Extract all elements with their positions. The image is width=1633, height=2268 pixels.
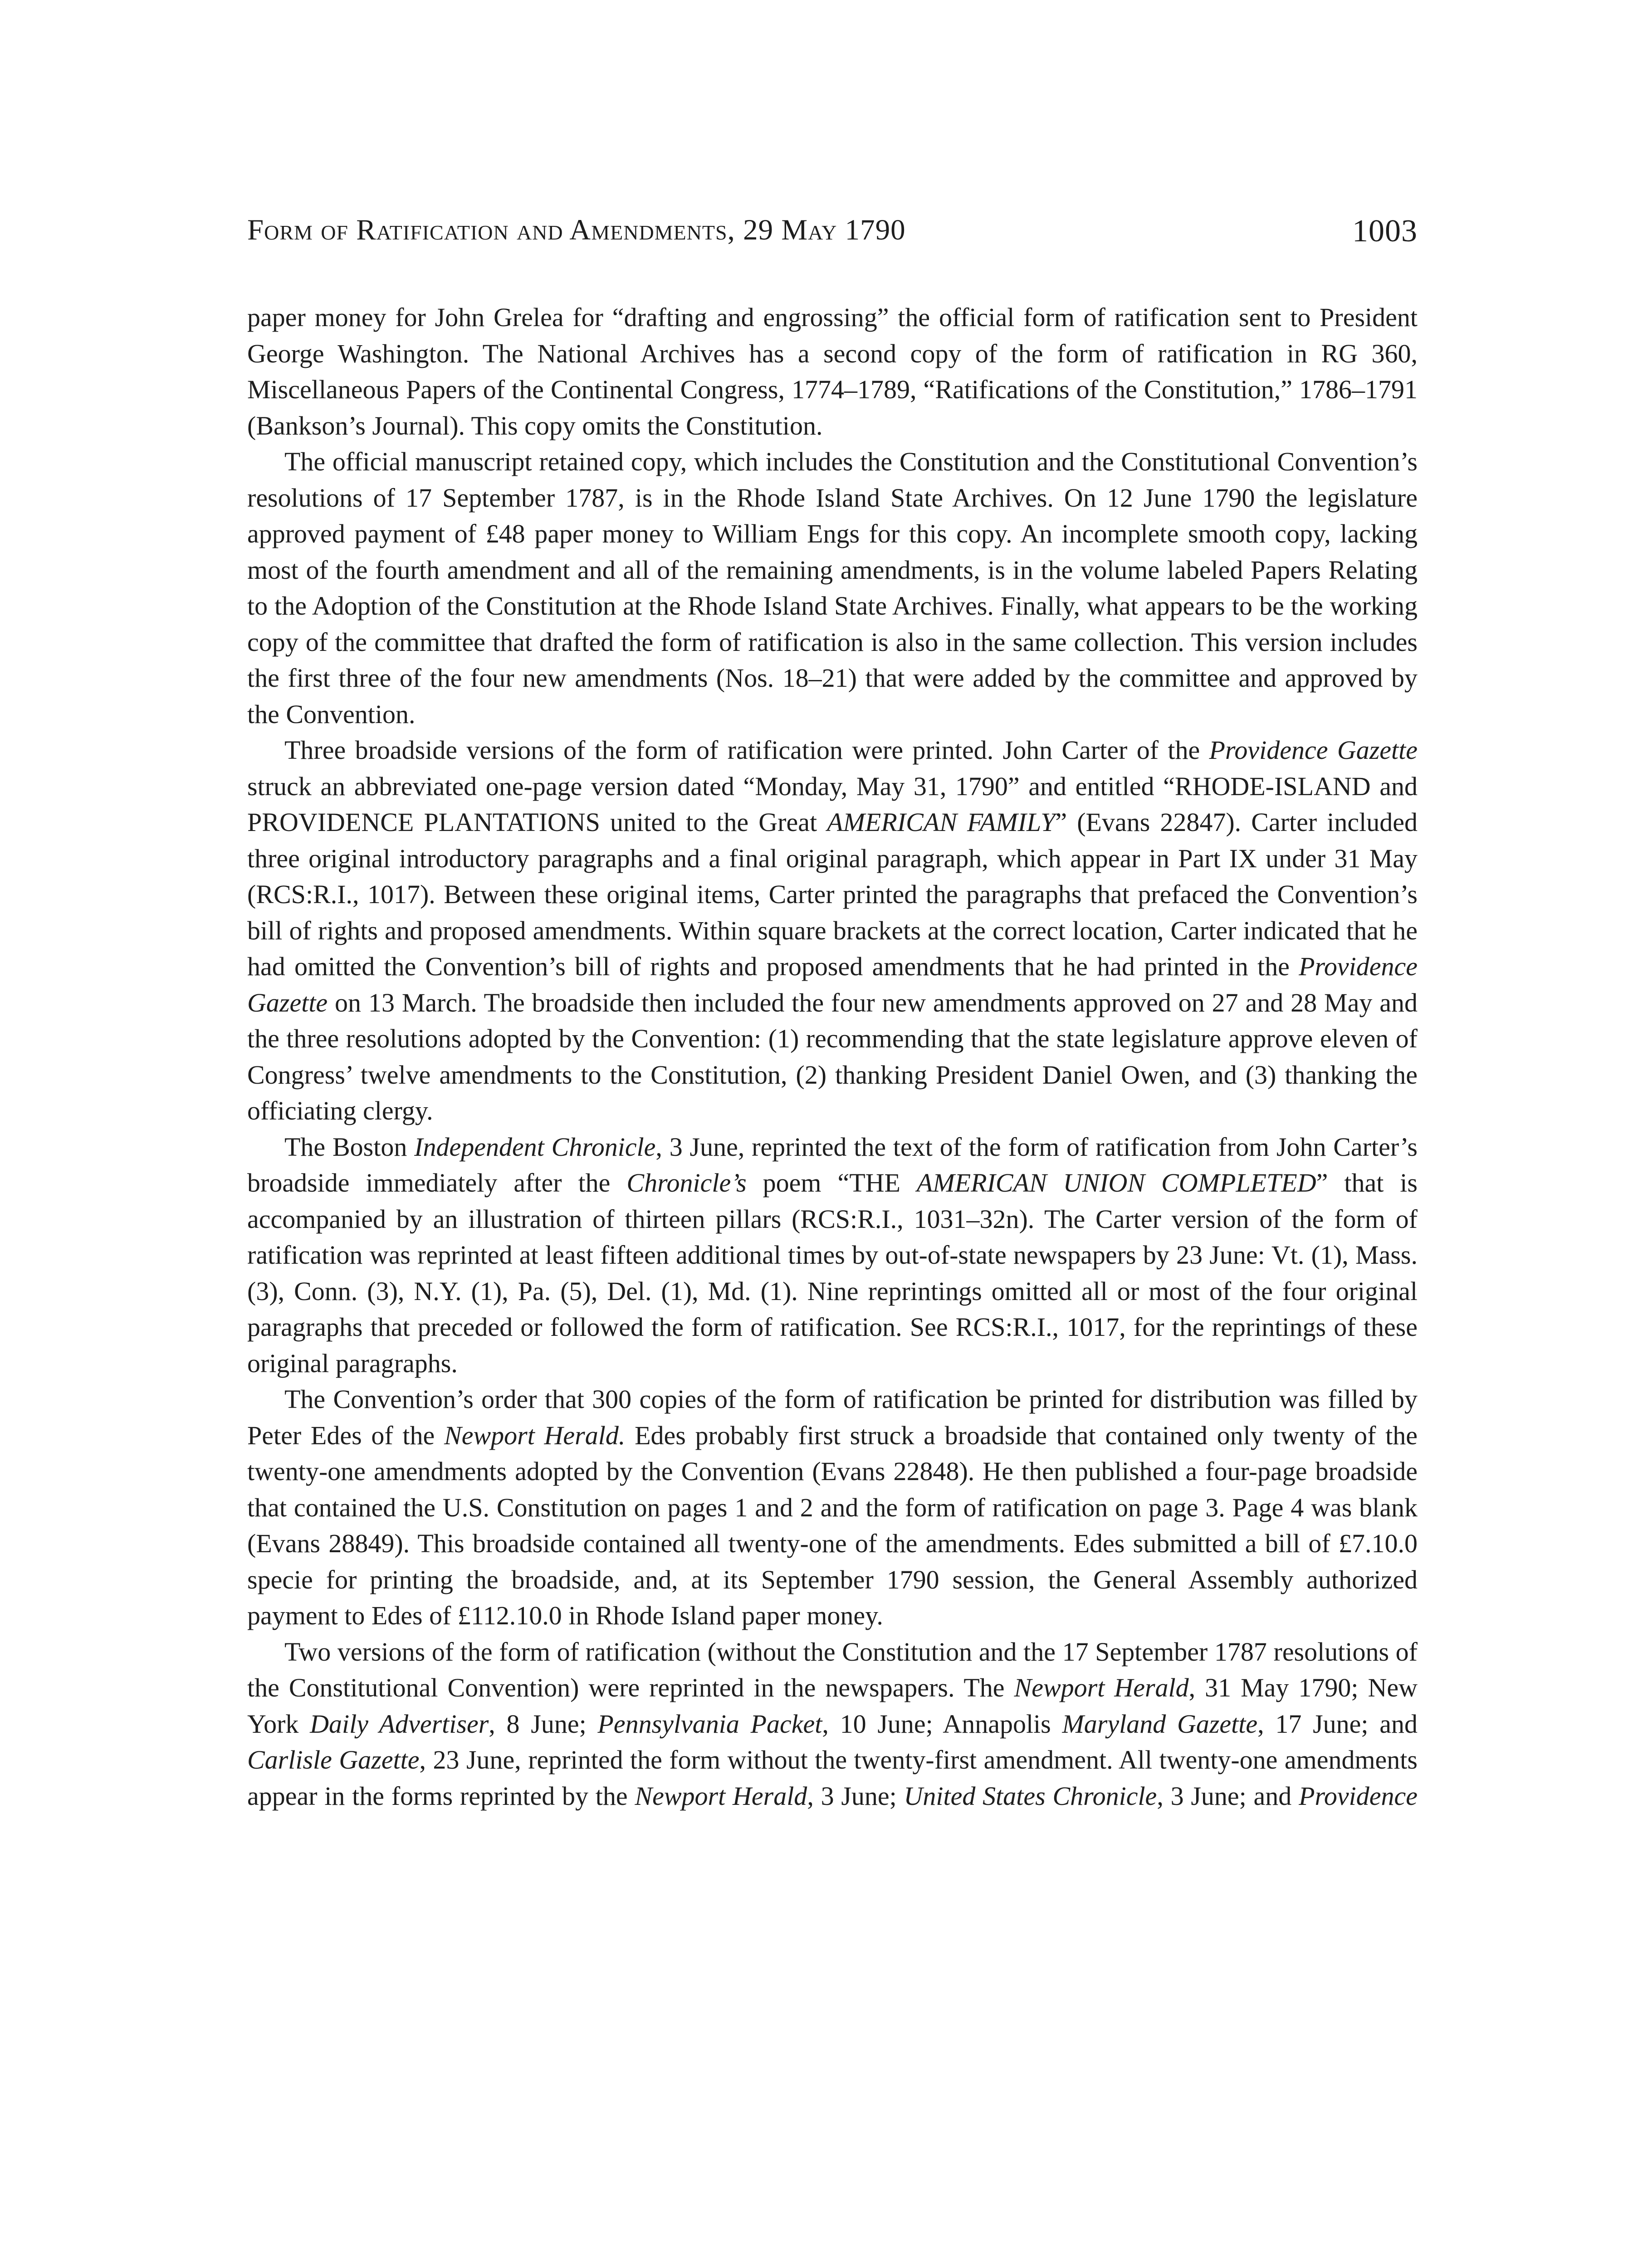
text-run: poem “THE: [746, 1168, 917, 1198]
italic-text-run: Providence: [1299, 1781, 1418, 1811]
body-text: [247, 299, 1418, 1814]
text-run: , 8 June;: [489, 1709, 598, 1739]
text-run: , 10 June; Annapolis: [822, 1709, 1062, 1739]
paragraph: [247, 1129, 1418, 1382]
text-run: ” (Evans 22847). Carter included three original introductory paragraphs and a final original paragraph, which appear in Part IX under 31 May (RCS:R.I., 1017). Between these original items, Carter printed the paragraphs that prefaced the Convention’s bill of rights and proposed amendments. Within square brackets at the correct location, Carter indicated that he had omitted the Convention’s bill of rights and proposed amendments that he had printed in the: [247, 807, 1418, 981]
italic-text-run: AMERICAN FAMILY: [827, 807, 1056, 837]
running-head-title: Form of Ratification and Amendments, 29 May 1790: [247, 214, 906, 246]
text-run: , 3 June, reprinted the text of the form of ratification from John Carter’s broadside immediately after the: [247, 1132, 1418, 1198]
paragraph: [247, 1634, 1418, 1814]
italic-text-run: Pennsylvania Packet: [597, 1709, 822, 1739]
paragraph: [247, 444, 1418, 732]
running-head: [247, 213, 1418, 268]
italic-text-run: United States Chronicle: [904, 1781, 1157, 1811]
text-run: struck an abbreviated one-page version dated “Monday, May 31, 1790” and entitled “RHODE-ISLAND and PROVIDENCE PLANTATIONS united to the Great: [247, 771, 1418, 837]
paragraph: [247, 1381, 1418, 1634]
italic-text-run: Providence Gazette: [1209, 735, 1418, 765]
text-run: ” that is accompanied by an illustration of thirteen pillars (RCS:R.I., 1031–32n). The Carter version of the form of ratification was reprinted at least fifteen additional times by out-of-state newspapers by 23 June: Vt. (1), Mass. (3), Conn. (3), N.Y. (1), Pa. (5), Del. (1), Md. (1). Nine reprintings omitted all or most of the four original paragraphs that preceded or followed the form of ratification. See RCS:R.I., 1017, for the reprintings of these original paragraphs.: [247, 1168, 1418, 1378]
text-run: paper money for John Grelea for “drafting and engrossing” the official form of ratification sent to President George Washington. The National Archives has a second copy of the form of ratification in RG 360, Miscellaneous Papers of the Continental Congress, 1774–1789, “Ratifications of the Constitution,” 1786–1791 (Bankson’s Journal). This copy omits the Constitution.: [247, 303, 1418, 440]
italic-text-run: AMERICAN UNION COMPLETED: [916, 1168, 1316, 1198]
paragraph: [247, 732, 1418, 1129]
italic-text-run: Newport Herald: [635, 1781, 807, 1811]
text-run: , 3 June; and: [1157, 1781, 1299, 1811]
page-number: 1003: [1352, 214, 1418, 249]
text-run: Three broadside versions of the form of ratification were printed. John Carter of the: [284, 735, 1209, 765]
text-run: , 31 May 1790; New York: [247, 1673, 1418, 1739]
italic-text-run: Daily Advertiser: [310, 1709, 489, 1739]
text-run: Two versions of the form of ratification (without the Constitution and the 17 September 1787 resolutions of the Constitutional Convention) were reprinted in the newspapers. The: [247, 1637, 1418, 1702]
italic-text-run: Carlisle Gazette: [247, 1745, 420, 1774]
text-run: The Convention’s order that 300 copies of the form of ratification be printed for distribution was filled by Peter Edes of the: [247, 1384, 1418, 1450]
paragraph: [247, 299, 1418, 444]
text-run: The Boston: [284, 1132, 415, 1162]
text-run: , 3 June;: [807, 1781, 904, 1811]
book-page: [247, 213, 1418, 1814]
italic-text-run: Chronicle’s: [626, 1168, 747, 1198]
italic-text-run: Newport Herald.: [444, 1420, 626, 1450]
text-run: The official manuscript retained copy, which includes the Constitution and the Constitutional Convention’s resolutions of 17 September 1787, is in the Rhode Island State Archives. On 12 June 1790 the legislature approved payment of £48 paper money to William Engs for this copy. An incomplete smooth copy, lacking most of the fourth amendment and all of the remaining amendments, is in the volume labeled Papers Relating to the Adoption of the Constitution at the Rhode Island State Archives. Finally, what appears to be the working copy of the committee that drafted the form of ratification is also in the same collection. This version includes the first three of the four new amendments (Nos. 18–21) that were added by the committee and approved by the Convention.: [247, 447, 1418, 729]
text-run: on 13 March. The broadside then included the four new amendments approved on 27 and 28 May and the three resolutions adopted by the Convention: (1) recommending that the state legislature approve eleven of Congress’ twelve amendments to the Constitution, (2) thanking President Daniel Owen, and (3) thanking the officiating clergy.: [247, 987, 1418, 1125]
text-run: Edes probably first struck a broadside that contained only twenty of the twenty-one amendments adopted by the Convention (Evans 22848). He then published a four-page broadside that contained the U.S. Constitution on pages 1 and 2 and the form of ratification on page 3. Page 4 was blank (Evans 28849). This broadside contained all twenty-one of the amendments. Edes submitted a bill of £7.10.0 specie for printing the broadside, and, at its September 1790 session, the General Assembly authorized payment to Edes of £112.10.0 in Rhode Island paper money.: [247, 1420, 1418, 1630]
text-run: , 23 June, reprinted the form without the twenty-first amendment. All twenty-one amendments appear in the forms reprinted by the: [247, 1745, 1418, 1811]
italic-text-run: Providence Gazette: [247, 952, 1418, 1017]
text-run: , 17 June; and: [1257, 1709, 1418, 1739]
italic-text-run: Independent Chronicle: [414, 1132, 656, 1162]
italic-text-run: Newport Herald: [1014, 1673, 1189, 1702]
italic-text-run: Maryland Gazette: [1062, 1709, 1258, 1739]
